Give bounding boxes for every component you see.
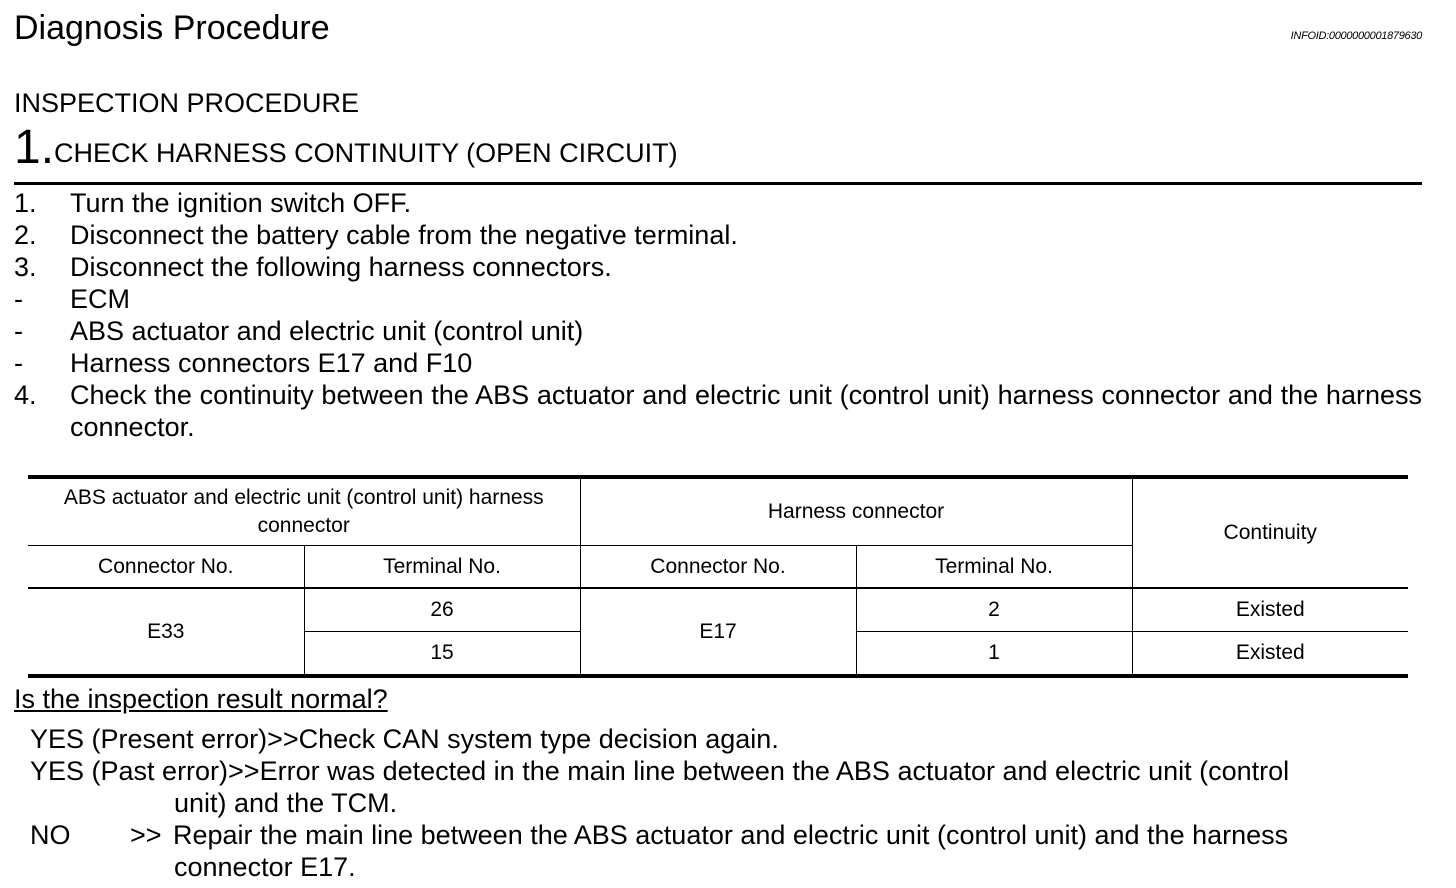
table-header-row	[28, 477, 1408, 546]
answer-yes-past-continued	[30, 787, 1422, 819]
instruction-marker: -	[14, 348, 23, 378]
instruction-item	[14, 315, 1422, 347]
answer-no-continued	[30, 851, 1422, 883]
instruction-text: ABS actuator and electric unit (control unit)	[70, 316, 584, 346]
abs-terminal-no-header: Terminal No.	[304, 546, 580, 589]
answer-no-label: NO	[30, 820, 71, 850]
info-id: INFOID:0000000001879630	[1290, 30, 1422, 42]
instruction-item	[14, 379, 1422, 443]
abs-terminal-cell: 15	[304, 632, 580, 677]
step-title: CHECK HARNESS CONTINUITY (OPEN CIRCUIT)	[54, 138, 678, 168]
step-heading	[14, 120, 678, 176]
harness-terminal-cell: 2	[856, 588, 1132, 632]
harness-connector-group-header: Harness connector	[580, 477, 1132, 546]
harness-connector-no-header: Connector No.	[580, 546, 856, 589]
instruction-list	[14, 187, 1422, 443]
instruction-text: Disconnect the following harness connectors.	[70, 252, 612, 282]
continuity-cell: Existed	[1132, 632, 1408, 677]
section-label: INSPECTION PROCEDURE	[14, 88, 360, 118]
instruction-item	[14, 251, 1422, 283]
answer-text: connector E17.	[174, 852, 356, 882]
abs-connector-group-header: ABS actuator and electric unit (control unit) harness connector	[28, 477, 580, 546]
instruction-marker: 1.	[14, 188, 37, 218]
step-number: 1	[14, 121, 41, 174]
answer-text: YES (Present error)>>Check CAN system type decision again.	[30, 724, 779, 754]
harness-connector-cell: E17	[580, 588, 856, 676]
instruction-marker: 4.	[14, 380, 37, 410]
answer-text: YES (Past error)>>Error was detected in the main line between the ABS actuator and electric unit (control	[30, 756, 1290, 786]
instruction-text: ECM	[70, 284, 130, 314]
instruction-marker: 2.	[14, 220, 37, 250]
page-title: Diagnosis Procedure	[14, 9, 330, 47]
abs-connector-no-header: Connector No.	[28, 546, 304, 589]
answer-no	[30, 819, 1422, 851]
abs-terminal-cell: 26	[304, 588, 580, 632]
continuity-cell: Existed	[1132, 588, 1408, 632]
harness-terminal-cell: 1	[856, 632, 1132, 677]
answer-yes-past	[30, 755, 1422, 787]
answer-text: unit) and the TCM.	[174, 788, 398, 818]
answer-arrow: >>	[130, 820, 162, 850]
continuity-table	[28, 475, 1408, 678]
instruction-text: Harness connectors E17 and F10	[70, 348, 473, 378]
instruction-text: Check the continuity between the ABS actuator and electric unit (control unit) harness connector and the harness connector.	[70, 380, 1422, 442]
step-dot: .	[40, 121, 55, 174]
instruction-text: Turn the ignition switch OFF.	[70, 188, 412, 218]
instruction-marker: -	[14, 284, 23, 314]
instruction-item	[14, 187, 1422, 219]
continuity-header: Continuity	[1132, 477, 1408, 588]
instruction-text: Disconnect the battery cable from the negative terminal.	[70, 220, 738, 250]
instruction-item	[14, 219, 1422, 251]
heading-divider	[14, 182, 1422, 185]
harness-terminal-no-header: Terminal No.	[856, 546, 1132, 589]
instruction-item	[14, 347, 1422, 379]
table-row	[28, 588, 1408, 632]
abs-connector-cell: E33	[28, 588, 304, 676]
answer-list	[30, 723, 1422, 883]
answer-yes-present	[30, 723, 1422, 755]
instruction-marker: -	[14, 316, 23, 346]
instruction-item	[14, 283, 1422, 315]
inspection-question: Is the inspection result normal?	[14, 684, 388, 714]
instruction-marker: 3.	[14, 252, 37, 282]
answer-text: Repair the main line between the ABS actuator and electric unit (control unit) and the harness	[173, 820, 1289, 850]
